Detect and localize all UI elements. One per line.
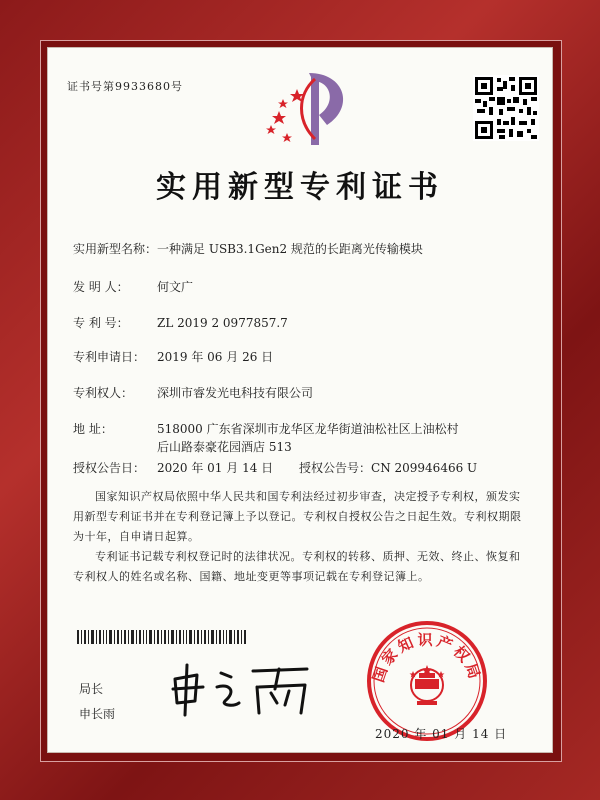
utility-model-name-row [73, 240, 423, 257]
grant-number-value: CN 209946466 U [371, 461, 478, 475]
utility-model-name-label: 实用新型名称： [73, 242, 158, 256]
seal-text: 国家知识产权局 [369, 630, 485, 685]
patent-number-row [73, 314, 288, 331]
address-line-2: 后山路泰豪花园酒店 513 [157, 440, 292, 454]
certificate-paper [47, 47, 553, 753]
barcode-icon [77, 629, 247, 643]
certificate-number: 证书号第9933680号 [67, 80, 183, 93]
filing-date-row [73, 348, 273, 365]
inventor-label: 发 明 人： [73, 280, 129, 294]
grant-date-value: 2020 年 01 月 14 日 [157, 461, 274, 475]
seal-date: 2020 年 01 月 14 日 [375, 727, 508, 741]
director-name-label: 申长雨 [79, 707, 116, 721]
patent-office-logo-icon [257, 67, 367, 151]
qr-code-icon [473, 75, 539, 141]
grant-date-label: 授权公告日： [73, 461, 146, 475]
inventor-value: 何文广 [157, 280, 194, 294]
address-row [73, 420, 459, 456]
certificate-title: 实用新型专利证书 [156, 170, 444, 205]
patentee-label: 专利权人： [73, 386, 134, 400]
address-line-1: 518000 广东省深圳市龙华区龙华街道油松社区上油松村 [157, 422, 459, 436]
handwritten-signature-icon [167, 659, 327, 723]
patent-number-label: 专 利 号： [73, 316, 129, 330]
patent-number-value: ZL 2019 2 0977857.7 [157, 316, 288, 330]
filing-date-value: 2019 年 06 月 26 日 [157, 350, 274, 364]
patentee-row [73, 384, 313, 401]
body-paragraph-1: 国家知识产权局依照中华人民共和国专利法经过初步审查，决定授予专利权，颁发实用新型专利证书并在专利登记簿上予以登记。专利权自授权公告之日起生效。专利权期限为十年，自申请日起算。 [73, 490, 522, 543]
inventor-row [73, 278, 193, 295]
address-label: 地 址： [73, 422, 113, 436]
body-paragraph-2: 专利证书记载专利权登记时的法律状况。专利权的转移、质押、无效、终止、恢复和专利权人的姓名或名称、国籍、地址变更等事项记载在专利登记簿上。 [73, 550, 521, 583]
patentee-value: 深圳市睿发光电科技有限公司 [157, 386, 314, 400]
director-title-label: 局长 [79, 682, 104, 696]
grant-date-row [73, 459, 273, 476]
utility-model-name-value: 一种满足 USB3.1Gen2 规范的长距离光传输模块 [157, 242, 423, 256]
grant-number-row [299, 459, 477, 476]
grant-number-label: 授权公告号： [299, 461, 372, 475]
filing-date-label: 专利申请日： [73, 350, 146, 364]
